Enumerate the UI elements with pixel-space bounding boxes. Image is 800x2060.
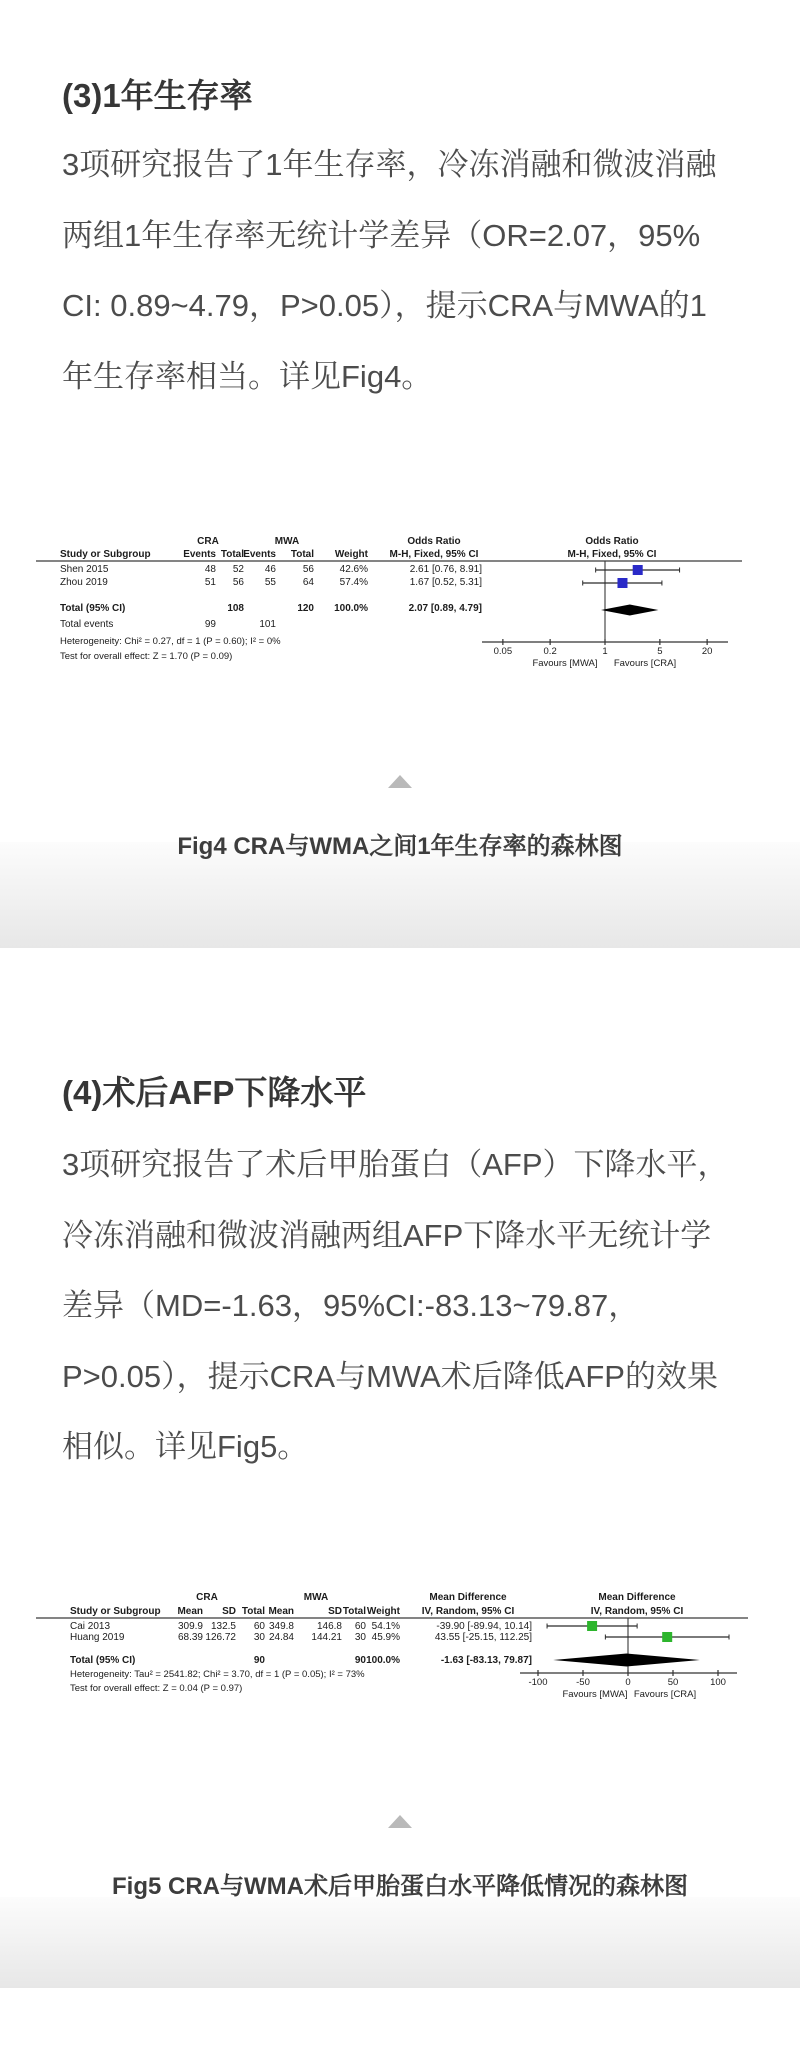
column-header-effect: M-H, Fixed, 95% CI	[389, 549, 479, 560]
group2-header: MWA	[274, 536, 300, 547]
column-header: SD	[222, 1606, 236, 1617]
effect-marker	[617, 578, 627, 588]
study-name: Cai 2013	[70, 1621, 111, 1632]
total-diamond	[601, 605, 658, 616]
study-effect-ci: 1.67 [0.52, 5.31]	[409, 577, 482, 588]
study-value: 48	[204, 564, 216, 575]
study-name: Zhou 2019	[60, 577, 108, 588]
section3-heading: (3)1年生存率	[62, 77, 253, 114]
study-value: 30	[253, 1632, 265, 1643]
heterogeneity-text: Heterogeneity: Tau² = 2541.82; Chi² = 3.70, df = 1 (P = 0.05); I² = 73%	[70, 1669, 365, 1680]
total-label: Total (95% CI)	[60, 603, 126, 614]
study-effect-ci: 2.61 [0.76, 8.91]	[409, 564, 482, 575]
paragraph-line: 两组1年生存率无统计学差异（OR=2.07，95%	[62, 217, 701, 253]
study-name: Huang 2019	[70, 1632, 125, 1643]
column-header: Events	[243, 549, 276, 560]
total-weight: 100.0%	[366, 1655, 400, 1666]
total-effect-ci: -1.63 [-83.13, 79.87]	[440, 1655, 532, 1666]
total-diamond	[553, 1654, 700, 1667]
total-events-value: 101	[259, 619, 276, 630]
axis-tick-label: 5	[657, 646, 663, 657]
column-header: Mean	[177, 1606, 203, 1617]
collapse-triangle-icon[interactable]	[388, 775, 412, 788]
column-header-weight: Weight	[334, 549, 368, 560]
column-header-weight: Weight	[366, 1606, 400, 1617]
study-value: 64	[302, 577, 314, 588]
study-value: 349.8	[268, 1621, 294, 1632]
study-weight: 45.9%	[371, 1632, 400, 1643]
study-value: 132.5	[210, 1621, 236, 1632]
fig5-caption-band	[0, 1897, 800, 1988]
study-weight: 57.4%	[339, 577, 368, 588]
paragraph-line: 冷冻消融和微波消融两组AFP下降水平无统计学	[62, 1217, 712, 1253]
study-value: 68.39	[177, 1632, 203, 1643]
column-header-effect: M-H, Fixed, 95% CI	[567, 549, 657, 560]
study-effect-ci: 43.55 [-25.15, 112.25]	[434, 1632, 532, 1643]
favours-left-label: Favours [MWA]	[532, 658, 598, 669]
study-value: 24.84	[268, 1632, 294, 1643]
column-header: Mean	[268, 1606, 294, 1617]
fig4-forest-plot	[36, 533, 742, 678]
total-value: 90	[253, 1655, 265, 1666]
study-value: 126.72	[205, 1632, 236, 1643]
fig4-caption: Fig4 CRA与WMA之间1年生存率的森林图	[177, 833, 623, 860]
column-header-study: Study or Subgroup	[60, 549, 151, 560]
column-header: Total	[241, 1606, 265, 1617]
paragraph-line: 3项研究报告了1年生存率，冷冻消融和微波消融	[62, 147, 717, 182]
study-value: 56	[302, 564, 314, 575]
study-weight: 42.6%	[339, 564, 368, 575]
paragraph-line: 3项研究报告了术后甲胎蛋白（AFP）下降水平，	[62, 1147, 729, 1182]
group2-header: MWA	[303, 1592, 329, 1603]
group1-header: CRA	[196, 1592, 218, 1603]
favours-left-label: Favours [MWA]	[562, 1689, 628, 1700]
study-value: 309.9	[177, 1621, 203, 1632]
column-header-study: Study or Subgroup	[70, 1606, 161, 1617]
study-value: 60	[354, 1621, 366, 1632]
paragraph-line: 年生存率相当。详见Fig4。	[62, 358, 433, 394]
axis-tick-label: 0.05	[493, 646, 513, 657]
study-value: 144.21	[311, 1632, 342, 1643]
effect-marker	[633, 565, 643, 575]
collapse-triangle-icon[interactable]	[388, 1815, 412, 1828]
study-value: 60	[253, 1621, 265, 1632]
effect-measure-header: Mean Difference	[429, 1592, 507, 1603]
total-events-value: 99	[204, 619, 216, 630]
favours-right-label: Favours [CRA]	[633, 1689, 697, 1700]
axis-tick-label: 20	[701, 646, 713, 657]
effect-measure-header: Mean Difference	[598, 1592, 676, 1603]
paragraph-line: CI: 0.89~4.79，P>0.05），提示CRA与MWA的1	[62, 288, 707, 323]
axis-tick-label: 100	[710, 1677, 726, 1688]
study-weight: 54.1%	[371, 1621, 400, 1632]
effect-marker	[662, 1632, 672, 1642]
effect-measure-header: Odds Ratio	[407, 536, 461, 547]
favours-right-label: Favours [CRA]	[613, 658, 677, 669]
column-header: Total	[220, 549, 244, 560]
section4-heading: (4)术后AFP下降水平	[62, 1074, 367, 1111]
study-value: 55	[264, 577, 276, 588]
axis-tick-label: 1	[602, 646, 608, 657]
study-effect-ci: -39.90 [-89.94, 10.14]	[436, 1621, 532, 1632]
column-header-effect: IV, Random, 95% CI	[590, 1606, 684, 1617]
study-value: 56	[232, 577, 244, 588]
section4-paragraph	[62, 1130, 778, 1483]
column-header: Events	[183, 549, 216, 560]
effect-measure-header: Odds Ratio	[585, 536, 639, 547]
paragraph-line: 相似。详见Fig5。	[62, 1429, 309, 1464]
column-header: SD	[328, 1606, 342, 1617]
study-value: 46	[264, 564, 276, 575]
study-name: Shen 2015	[60, 564, 109, 575]
column-header: Total	[290, 549, 314, 560]
total-label: Total (95% CI)	[70, 1655, 136, 1666]
axis-tick-label: 0.2	[543, 646, 557, 657]
paragraph-line: P>0.05），提示CRA与MWA术后降低AFP的效果	[62, 1358, 718, 1394]
total-weight: 100.0%	[334, 603, 368, 614]
total-effect-ci: 2.07 [0.89, 4.79]	[408, 603, 482, 614]
study-value: 52	[232, 564, 244, 575]
heterogeneity-text: Heterogeneity: Chi² = 0.27, df = 1 (P = 0.60); I² = 0%	[60, 636, 281, 647]
fig5-caption: Fig5 CRA与WMA术后甲胎蛋白水平降低情况的森林图	[112, 1873, 688, 1900]
paragraph-line: 差异（MD=-1.63，95%CI:-83.13~79.87，	[62, 1288, 640, 1323]
study-value: 146.8	[316, 1621, 342, 1632]
study-value: 30	[354, 1632, 366, 1643]
axis-tick-label: 0	[625, 1677, 631, 1688]
axis-tick-label: -50	[576, 1677, 590, 1688]
study-value: 51	[204, 577, 216, 588]
fig5-forest-plot	[36, 1589, 748, 1709]
section3-paragraph	[62, 130, 778, 412]
total-events-label: Total events	[60, 619, 114, 630]
overall-effect-text: Test for overall effect: Z = 0.04 (P = 0.97)	[70, 1683, 243, 1694]
total-value: 108	[227, 603, 244, 614]
overall-effect-text: Test for overall effect: Z = 1.70 (P = 0.09)	[60, 651, 233, 662]
column-header: Total	[342, 1606, 366, 1617]
column-header-effect: IV, Random, 95% CI	[421, 1606, 515, 1617]
axis-tick-label: -100	[528, 1677, 548, 1688]
group1-header: CRA	[197, 536, 219, 547]
total-value: 120	[297, 603, 314, 614]
effect-marker	[587, 1621, 597, 1631]
total-value: 90	[354, 1655, 366, 1666]
axis-tick-label: 50	[667, 1677, 679, 1688]
